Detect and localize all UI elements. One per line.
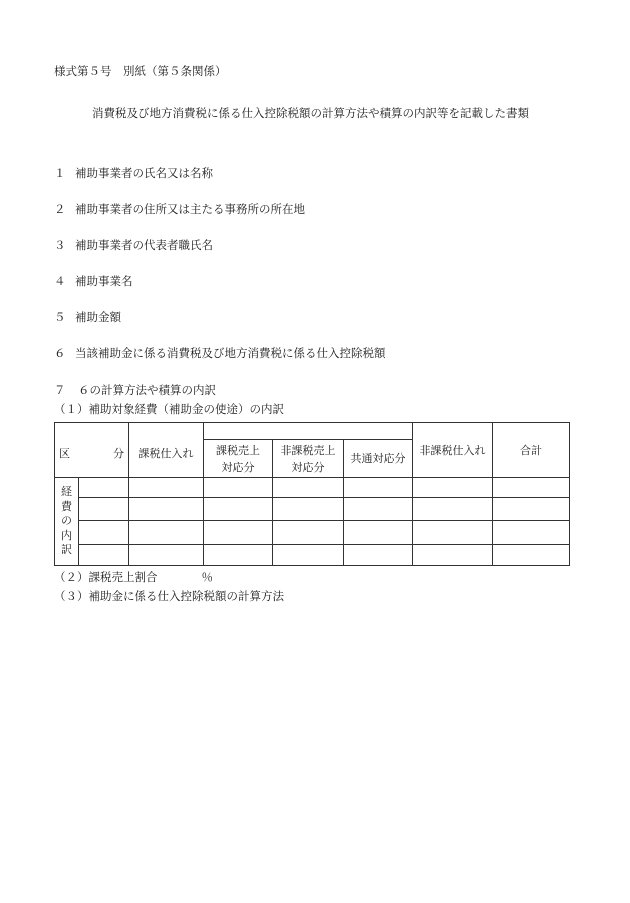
expense-table [54,422,570,566]
header-hikazei-shiire: 非課税仕入れ [413,423,493,478]
table-cell [413,498,493,521]
header-hikazei-uriage-line1: 非課税売上 [280,443,336,457]
table-cell [493,498,570,521]
table-cell [273,545,344,566]
table-cell [273,521,344,545]
item-text: 補助金額 [75,310,121,324]
table-cell [493,478,570,498]
header-kubun [55,423,129,478]
form-id: 様式第５号 別紙（第５条関係） [54,64,227,78]
header-kubun-left: 区 [59,447,70,460]
table-cell [129,521,204,545]
item-number: ４ [54,274,66,288]
table-cell [344,478,413,498]
table-cell [413,478,493,498]
item-2 [54,204,305,216]
item-number: ５ [54,310,66,324]
item-number: ３ [54,238,66,252]
item-3 [54,240,213,252]
item-text: 当該補助金に係る消費税及び地方消費税に係る仕入控除税額 [75,346,386,360]
table-cell [344,498,413,521]
header-total: 合計 [493,423,570,478]
item-text: 補助事業名 [75,274,133,288]
table-cell [129,545,204,566]
table-cell [413,545,493,566]
item-number: ７ [54,383,66,397]
item-1 [54,168,213,180]
table-cell [413,521,493,545]
subsection-2 [54,572,213,584]
header-kazei-uriage [204,440,273,478]
item-text: ６の計算方法や積算の内訳 [78,383,216,397]
taxable-sales-ratio-label: （２）課税売上割合 [54,570,158,584]
item-number: ６ [54,346,66,360]
percent-unit: ％ [201,570,213,584]
table-cell [129,478,204,498]
item-number: １ [54,166,66,180]
table-cell [344,521,413,545]
side-label-char: の [61,514,72,528]
header-hikazei-uriage [273,440,344,478]
item-text: 補助事業者の氏名又は名称 [75,166,213,180]
table-cell [204,478,273,498]
table-cell [79,478,129,498]
header-kyotsu: 共通対応分 [344,440,413,478]
header-kubun-right: 分 [113,447,124,460]
table-cell [79,545,129,566]
document-title: 消費税及び地方消費税に係る仕入控除税額の計算方法や積算の内訳等を記載した書類 [92,106,529,120]
table-cell [493,521,570,545]
item-6 [54,348,386,360]
table-cell [79,521,129,545]
table-cell [493,545,570,566]
side-label-keihi-no-uchiwake [55,478,79,566]
table-cell [204,545,273,566]
side-label-char: 経 [61,485,72,499]
subsection-1: （１）補助対象経費（補助金の使途）の内訳 [54,402,284,416]
side-label-char: 内 [61,528,72,542]
table-cell [344,545,413,566]
header-hikazei-uriage-line2: 対応分 [291,460,325,474]
table-cell [79,498,129,521]
header-kazei-shiire: 課税仕入れ [129,423,204,478]
table-cell [129,498,204,521]
header-kazei-uriage-line2: 対応分 [221,460,255,474]
side-label-char: 費 [61,499,72,513]
side-label-char: 訳 [61,543,72,557]
item-7 [54,385,216,397]
table-cell [273,498,344,521]
table-cell [204,521,273,545]
subsection-3: （３）補助金に係る仕入控除税額の計算方法 [54,589,284,603]
item-number: ２ [54,202,66,216]
item-text: 補助事業者の代表者職氏名 [75,238,213,252]
item-5 [54,312,121,324]
table-cell [273,478,344,498]
item-4 [54,276,133,288]
table-cell [204,498,273,521]
header-kazei-shiire-breakdown [204,423,413,440]
header-kazei-uriage-line1: 課税売上 [216,443,260,457]
item-text: 補助事業者の住所又は主たる事務所の所在地 [75,202,305,216]
